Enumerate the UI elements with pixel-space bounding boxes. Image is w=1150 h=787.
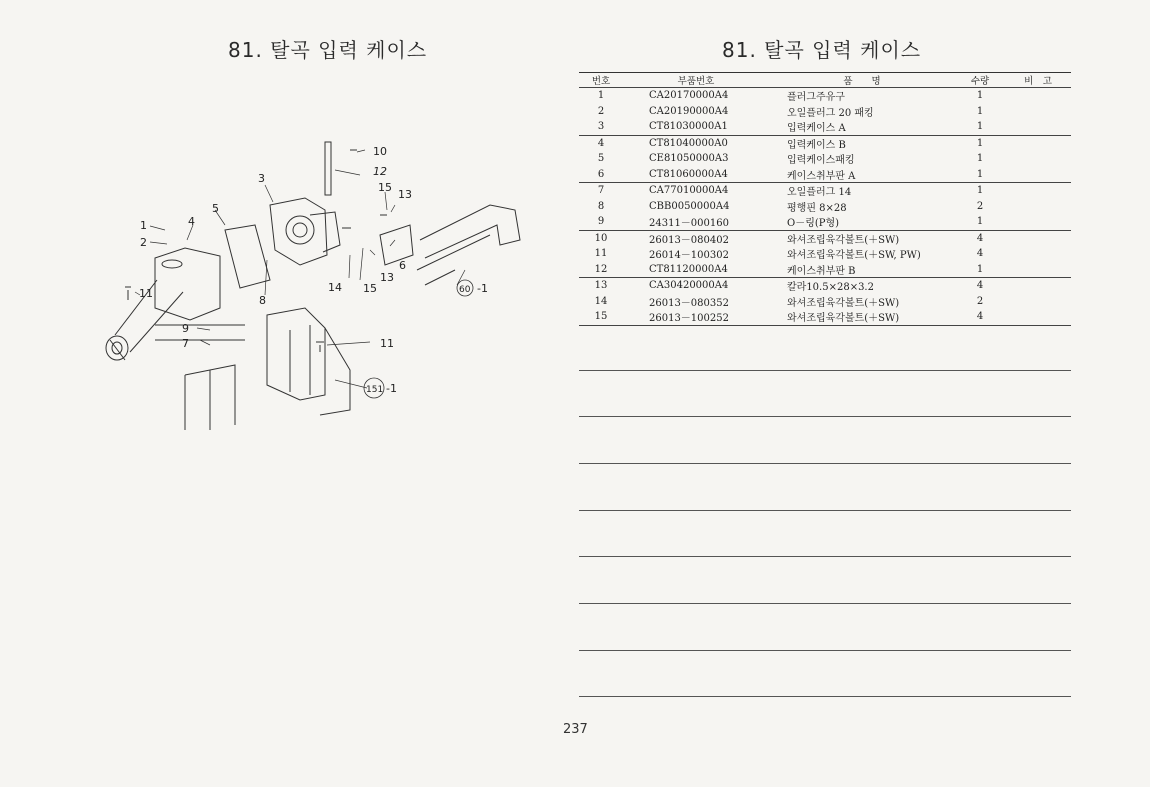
blank-row-rule (579, 696, 1071, 697)
arm-end-ring (106, 336, 128, 360)
page-title-right: 81. 탈곡 입력 케이스 (722, 38, 922, 62)
table-row (579, 294, 1071, 310)
mount-plate-a-drawing (380, 225, 413, 265)
callout: 15 (363, 282, 377, 295)
cell-no: 11 (594, 248, 608, 260)
cell-part-name: 와셔조립육각볼트(＋SW) (787, 297, 900, 309)
cell-part-name: 평행핀 8×28 (787, 202, 847, 214)
callout: -1 (477, 282, 488, 295)
blank-row-rule (579, 370, 1071, 371)
callout: 7 (182, 337, 189, 350)
cell-part-number: CA77010000A4 (649, 185, 729, 197)
table-row (579, 119, 1071, 135)
blank-row-rule (579, 510, 1071, 511)
bolt-11b-drawing (316, 342, 324, 352)
cell-remarks (1005, 246, 1071, 262)
blank-row-rule (579, 463, 1071, 464)
cell-part-number: CA30420000A4 (649, 280, 729, 292)
blank-row-rule (579, 416, 1071, 417)
cell-remarks (1005, 183, 1071, 199)
plug-shape (162, 260, 182, 268)
cell-remarks (1005, 167, 1071, 183)
cell-remarks (1005, 88, 1071, 104)
cell-part-number: CT81120000A4 (623, 262, 769, 278)
callout: 11 (139, 287, 153, 300)
cell-remarks (1005, 309, 1071, 325)
cell-part-name: 오일플러그 14 (787, 187, 852, 199)
cell-part-number: 26013－080402 (649, 234, 729, 246)
table-row (579, 183, 1071, 199)
gasket-drawing (225, 225, 270, 288)
callout: 15 (378, 181, 392, 194)
cell-no: 6 (579, 167, 623, 183)
cell-qty: 1 (976, 90, 984, 102)
table-row (579, 135, 1071, 151)
cell-part-number: CE81050000A3 (649, 153, 729, 165)
cell-remarks (1005, 214, 1071, 230)
table-row (579, 151, 1071, 167)
cell-qty: 2 (976, 200, 984, 212)
cell-no: 2 (597, 105, 605, 117)
col-header-part-name: 품 명 (769, 73, 955, 88)
cell-no: 4 (597, 137, 605, 149)
cell-no: 9 (579, 214, 623, 230)
table-row (579, 230, 1071, 246)
cell-no: 3 (579, 119, 623, 135)
callout: 12 (373, 165, 387, 178)
cell-part-number: CT81060000A4 (623, 167, 769, 183)
callout: 11 (380, 337, 394, 350)
cell-part-name: 입력케이스패킹 (787, 155, 855, 167)
cell-part-name: 입력케이스 A (769, 119, 955, 135)
callout: 4 (188, 215, 195, 228)
cell-qty: 1 (955, 119, 1005, 135)
cell-no: 13 (594, 280, 608, 292)
table-row (579, 199, 1071, 215)
cell-qty: 2 (976, 295, 984, 307)
table-row (579, 246, 1071, 262)
cell-part-number: CT81030000A1 (623, 119, 769, 135)
cell-qty: 1 (976, 153, 984, 165)
callout: 9 (182, 322, 189, 335)
cell-no: 1 (597, 90, 605, 102)
cell-qty: 1 (955, 262, 1005, 278)
upright-bracket-drawing (325, 142, 331, 195)
cell-remarks (1005, 278, 1071, 294)
callout: -1 (386, 382, 397, 395)
table-row (579, 88, 1071, 104)
callout: 13 (380, 271, 394, 284)
parts-table-body (579, 88, 1071, 326)
callout: 5 (212, 202, 219, 215)
input-case-a-drawing (270, 198, 327, 265)
cell-part-name: 와셔조립육각볼트(＋SW) (769, 309, 955, 325)
cell-no: 8 (597, 200, 605, 212)
exploded-parts-diagram (95, 130, 565, 460)
cell-remarks (1005, 199, 1071, 215)
frame-60-drawing (420, 205, 520, 258)
callout: 10 (373, 145, 387, 158)
cell-qty: 4 (976, 280, 984, 292)
cell-part-number: 26014－100302 (649, 250, 729, 262)
callout: 151 (366, 385, 384, 395)
cell-remarks (1005, 119, 1071, 135)
cell-remarks (1005, 151, 1071, 167)
cell-part-name: 와셔조립육각볼트(＋SW, PW) (787, 250, 921, 262)
cell-part-name: 칼라10.5×28×3.2 (787, 282, 874, 294)
cell-no: 14 (594, 295, 608, 307)
cell-part-name: 입력케이스 B (787, 139, 846, 151)
callout: 1 (140, 219, 147, 232)
col-header-qty: 수량 (955, 73, 1005, 88)
cell-remarks (1005, 104, 1071, 120)
table-row (579, 309, 1071, 325)
callout: 13 (398, 188, 412, 201)
table-row (579, 167, 1071, 183)
callout: 14 (328, 281, 342, 294)
cell-part-number: CBB0050000A4 (649, 200, 730, 212)
bolt-11-drawing (125, 287, 131, 300)
col-header-no: 번호 (579, 73, 623, 88)
cell-remarks (1005, 135, 1071, 151)
cell-qty: 4 (976, 248, 984, 260)
blank-row-rule (579, 603, 1071, 604)
cell-remarks (1005, 294, 1071, 310)
blank-row-rule (579, 556, 1071, 557)
callout: 60 (459, 285, 471, 295)
cell-part-name: 와셔조립육각볼트(＋SW) (787, 234, 900, 246)
cell-qty: 4 (976, 232, 984, 244)
cell-part-name: 케이스취부판 A (769, 167, 955, 183)
cell-no: 7 (597, 185, 605, 197)
col-header-part-number: 부품번호 (623, 73, 769, 88)
table-header-row (579, 73, 1071, 88)
cell-no: 5 (597, 153, 605, 165)
cell-part-name: 케이스취부판 B (769, 262, 955, 278)
cell-part-name: O－링(P형) (769, 214, 955, 230)
stand-151-drawing (267, 308, 325, 400)
cell-no: 12 (579, 262, 623, 278)
blank-row-rule (579, 650, 1071, 651)
input-case-b-drawing (155, 248, 220, 320)
cell-part-number: 24311－000160 (623, 214, 769, 230)
cell-part-name: 오일플러그 20 패킹 (787, 107, 874, 119)
cell-qty: 1 (976, 137, 984, 149)
page-number: 237 (563, 722, 588, 737)
cell-qty: 1 (955, 214, 1005, 230)
cell-remarks (1005, 262, 1071, 278)
cell-part-number: 26013－080352 (649, 297, 729, 309)
callout: 3 (258, 172, 265, 185)
parts-table (579, 72, 1071, 326)
callout: 6 (399, 259, 406, 272)
cell-qty: 1 (955, 167, 1005, 183)
table-row (579, 262, 1071, 278)
table-row (579, 104, 1071, 120)
cell-part-number: CA20190000A4 (649, 105, 729, 117)
table-row (579, 278, 1071, 294)
col-header-remarks: 비 고 (1005, 73, 1071, 88)
callout: 8 (259, 294, 266, 307)
cell-part-number: 26013－100252 (623, 309, 769, 325)
cell-part-number: CA20170000A4 (649, 90, 729, 102)
cell-part-name: 플러그주유구 (787, 92, 845, 104)
cell-no: 15 (579, 309, 623, 325)
table-row (579, 214, 1071, 230)
cell-no: 10 (594, 232, 608, 244)
cell-part-number: CT81040000A0 (649, 137, 728, 149)
cell-qty: 4 (955, 309, 1005, 325)
callout: 2 (140, 236, 147, 249)
cell-remarks (1005, 230, 1071, 246)
cell-qty: 1 (976, 185, 984, 197)
cell-qty: 1 (976, 105, 984, 117)
page-title-left: 81. 탈곡 입력 케이스 (228, 38, 428, 62)
